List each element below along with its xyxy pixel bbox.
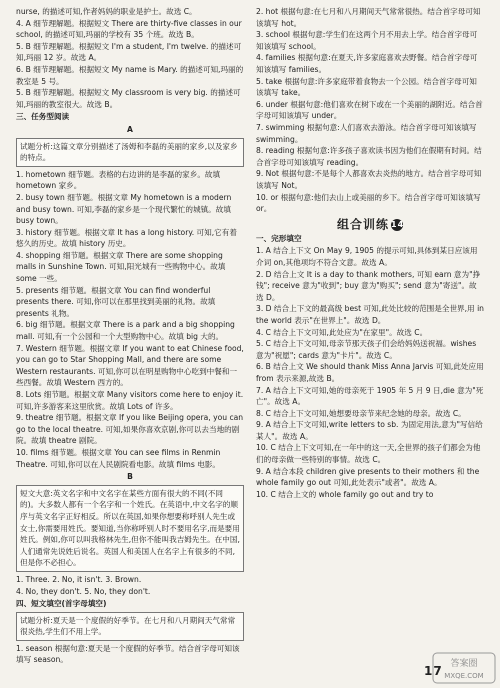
answer-item <box>16 227 244 250</box>
text: 2. hot 根据句意:在七月和八月期间天气常常很热。结合首字母可知该填写 hot。 <box>256 7 481 28</box>
analysis-box <box>16 138 244 167</box>
text: 4. C 结合上下文可知,此处应为"在家里"。故选 C。 <box>256 327 428 337</box>
text: 10. C 结合上文的 whole family go out and try to <box>256 489 434 499</box>
text: 1. hometown 细节题。表格的右边讲的是李磊的家乡。故填 hometown 家乡。 <box>16 169 221 191</box>
answer-item <box>16 343 244 389</box>
text: 3. history 细节题。根据文章 It has a long history. 可知,它有着悠久的历史。故填 history 历史。 <box>16 227 237 249</box>
text: 1. A 结合上下文 On May 9, 1905 的提示可知,具体到某日应该用介词 on,其他项均不符合文意。故选 A。 <box>256 246 478 267</box>
text: 5. presents 细节题。根据文章 You can find wonderful presents there. 可知,你可以在那里找到美丽的礼物。故填 presents 礼物。 <box>16 285 216 318</box>
answer-item <box>256 6 484 29</box>
answer-item <box>16 447 244 470</box>
answer-item <box>256 419 484 442</box>
text: 7. swimming 根据句意:人们喜欢去游泳。结合首字母可知该填写 swimming。 <box>256 122 477 144</box>
text: 10. or 根据句意:他们去山上或美丽的乡下。结合首字母可知该填写 or。 <box>256 192 481 214</box>
svg-text:MXQE.COM: MXQE.COM <box>444 672 484 680</box>
text: 4. No, they don't. 5. No, they don't. <box>16 586 151 596</box>
text: 6. under 根据句意:他们喜欢在树下或在一个美丽的湖附近。结合首字母可知该填写 under。 <box>256 99 483 121</box>
text: 4. families 根据句意:在夏天,许多家庭喜欢去野餐。结合首字母可知该填写 families。 <box>256 53 478 74</box>
watermark-logo-icon <box>432 652 496 684</box>
text: 短文大意:英文名字和中文名字在某些方面有很大的不同(不同的)。大多数人都有一个名字和一个姓氏。在英语中,中文名字的顺序与英文名字正好相反。所以在英国,如果你想要称呼别人先生或女士,你需要用姓氏。要知道,当你称呼别人时不要用名字,而是要用姓氏。例如,你可以叫我格林先生,但你不能叫我吉姆先生。在中国,人们通常先说姓后说名。英国人和美国人在名字上有很多的不同,但是你不必担心。 <box>20 488 240 568</box>
text: 2. D 结合上文 It is a day to thank mothers, 可知 earn 意为"挣钱"; receive 意为"收到"; buy 意为"购买"; send 意为"寄送"。故选 D。 <box>256 269 481 302</box>
text: 5. B 细节理解题。根据短文 My classroom is very big. 的描述可知,玛丽的教室很大。故选 B。 <box>16 88 241 109</box>
answer-item <box>16 250 244 285</box>
text: 8. reading 根据句意:许多孩子喜欢读书因为他们在假期有时间。结合首字母可知该填写 reading。 <box>256 146 482 167</box>
text: B <box>127 472 133 482</box>
text: 8. Lots 细节题。根据文章 Many visitors come here to enjoy it. 可知,许多游客来这里欣赏。故填 Lots of 许多。 <box>16 390 244 411</box>
answer-item <box>256 168 484 191</box>
text: 9. A 结合上下文可知,write letters to sb. 为固定用法,意为"写信给某人"。故选 A。 <box>256 420 483 441</box>
svg-text:答案圈: 答案圈 <box>450 659 478 669</box>
answer-item <box>256 338 484 361</box>
text: 4. A 细节理解题。根据短文 There are thirty-five classes in our school, 的描述可知,玛丽的学校有 35 个班。故选 B。 <box>16 18 242 40</box>
answer-item <box>16 586 244 598</box>
text: 9. Not 根据句意:不是每个人都喜欢去炎热的地方。结合首字母可知该填写 Not。 <box>256 169 482 190</box>
answer-item <box>256 122 484 145</box>
text: 四、短文填空(首字母填空) <box>16 599 107 609</box>
answer-item <box>256 466 484 489</box>
text: 10. films 细节题。根据文章 You can see films in Renmin Theatre. 可知,你可以在人民剧院看电影。故填 films 电影。 <box>16 447 221 469</box>
left-column <box>16 6 244 666</box>
answer-item <box>256 269 484 304</box>
text: 2. busy town 细节题。根据文章 My hometown is a modern and busy town. 可知,李磊的家乡是一个现代繁忙的城镇。故填 busy town。 <box>16 192 232 226</box>
answer-item <box>256 99 484 122</box>
text: 9. A 结合本段 children give presents to their mothers 和 the whole family go out 可知,此处表示"或者"。故选 A。 <box>256 466 480 488</box>
text: 10. C 结合上下文可知,在一年中的这一天,全世界的孩子们都会为他们的母亲做一些特别的事情。故选 C。 <box>256 443 481 465</box>
answer-item <box>16 6 244 18</box>
text: A <box>127 124 133 134</box>
lesson-number-badge: 14 <box>391 219 405 229</box>
text: 5. C 结合上下文可知,母亲节那天孩子们会给妈妈送祝福。wishes 意为"祝愿"; cards 意为"卡片"。故选 C。 <box>256 339 477 360</box>
text: 三、任务型阅读 <box>16 112 70 122</box>
answer-item <box>256 489 484 501</box>
text: 7. Western 细节题。根据文章 If you want to eat Chinese food, you can go to Star Shopping Mall, and there are some Western restaurants. 可知,你可以在明星购物中心吃到中餐和一些西餐。故填 Western 西方的。 <box>16 343 244 388</box>
text: 试题分析:这篇文章分别描述了汤姆和李磊的美丽的家乡,以及家乡的特点。 <box>20 141 238 163</box>
text: 3. school 根据句意:学生们在这两个月不用去上学。结合首字母可知该填写 school。 <box>256 30 478 51</box>
answer-item <box>16 285 244 320</box>
page-number: 17 <box>424 664 443 678</box>
section-heading <box>256 233 484 245</box>
subsection-label <box>16 124 244 136</box>
answer-item <box>256 245 484 268</box>
text: 4. shopping 细节题。根据文章 There are some shopping malls in Sunshine Town. 可知,阳光城有一些购物中心。故填 some 一些。 <box>16 250 226 284</box>
text: 组合训练 <box>336 217 389 232</box>
text: nurse, 的描述可知,作者妈妈的职业是护士。故选 C。 <box>16 7 197 16</box>
answer-item <box>256 327 484 339</box>
section-heading <box>16 111 244 123</box>
text: 试题分析:夏天是一个度假的好季节。在七月和八月期间天气常常很炎热,学生们不用上学。 <box>20 615 236 637</box>
text: 9. theatre 细节题。根据文章 If you like Beijing opera, you can go to the local theatre. 可知,如果你喜欢京剧,你可以去当地的剧院。故填 theatre 剧院。 <box>16 413 244 446</box>
text: 6. B 细节理解题。根据短文 My name is Mary. 的描述可知,玛丽的教室是 5 号。 <box>16 64 244 86</box>
subsection-label <box>16 471 244 483</box>
answer-item <box>16 319 244 342</box>
lesson-title <box>256 219 484 231</box>
answer-item <box>16 18 244 41</box>
answer-item <box>256 192 484 215</box>
text: 一、完形填空 <box>256 233 302 243</box>
text: 6. big 细节题。根据文章 There is a park and a big shopping mall. 可知,有一个公园和一个大型购物中心。故填 big 大的。 <box>16 320 235 342</box>
text: 3. D 结合上下文的最高级 best 可知,此处比较的范围是全世界,用 in the world 表示"在世界上"。故选 D。 <box>256 304 484 325</box>
answer-item <box>256 385 484 408</box>
text: 5. B 细节理解题。根据短文 I'm a student, I'm twelve. 的描述可知,玛丽 12 岁。故选 A。 <box>16 41 242 63</box>
analysis-box <box>16 612 244 641</box>
answer-item <box>256 76 484 99</box>
answer-item <box>16 643 244 666</box>
answer-item <box>16 192 244 227</box>
answer-item <box>256 29 484 52</box>
answer-item <box>16 412 244 447</box>
answer-item <box>256 303 484 326</box>
answer-item <box>256 442 484 465</box>
answer-item <box>16 169 244 192</box>
analysis-box <box>16 485 244 572</box>
text: 6. B 结合上文 We should thank Miss Anna Jarvis 可知,此处应用 from 表示来源,故选 B。 <box>256 362 484 383</box>
answer-item <box>16 389 244 412</box>
answer-item <box>16 41 244 64</box>
text: 7. A 结合上下文可知,她的母亲死于 1905 年 5 月 9 日,die 意为"死亡"。故选 A。 <box>256 385 484 407</box>
text: 8. C 结合上下文可知,她想要母亲节来纪念她的母亲。故选 C。 <box>256 408 466 418</box>
text: 1. Three. 2. No, it isn't. 3. Brown. <box>16 574 142 584</box>
text: 5. take 根据句意:许多家庭带着食物去一个公园。结合首字母可知该填写 take。 <box>256 76 477 98</box>
right-column <box>256 6 484 500</box>
text: 1. season 根据句意:夏天是一个度假的好季节。结合首字母可知该填写 season。 <box>16 643 240 665</box>
answer-item <box>16 87 244 110</box>
answer-item <box>16 574 244 586</box>
answer-item <box>16 64 244 87</box>
answer-item <box>256 408 484 420</box>
answer-item <box>256 145 484 168</box>
section-heading <box>16 598 244 610</box>
answer-item <box>256 52 484 75</box>
answer-item <box>256 361 484 384</box>
